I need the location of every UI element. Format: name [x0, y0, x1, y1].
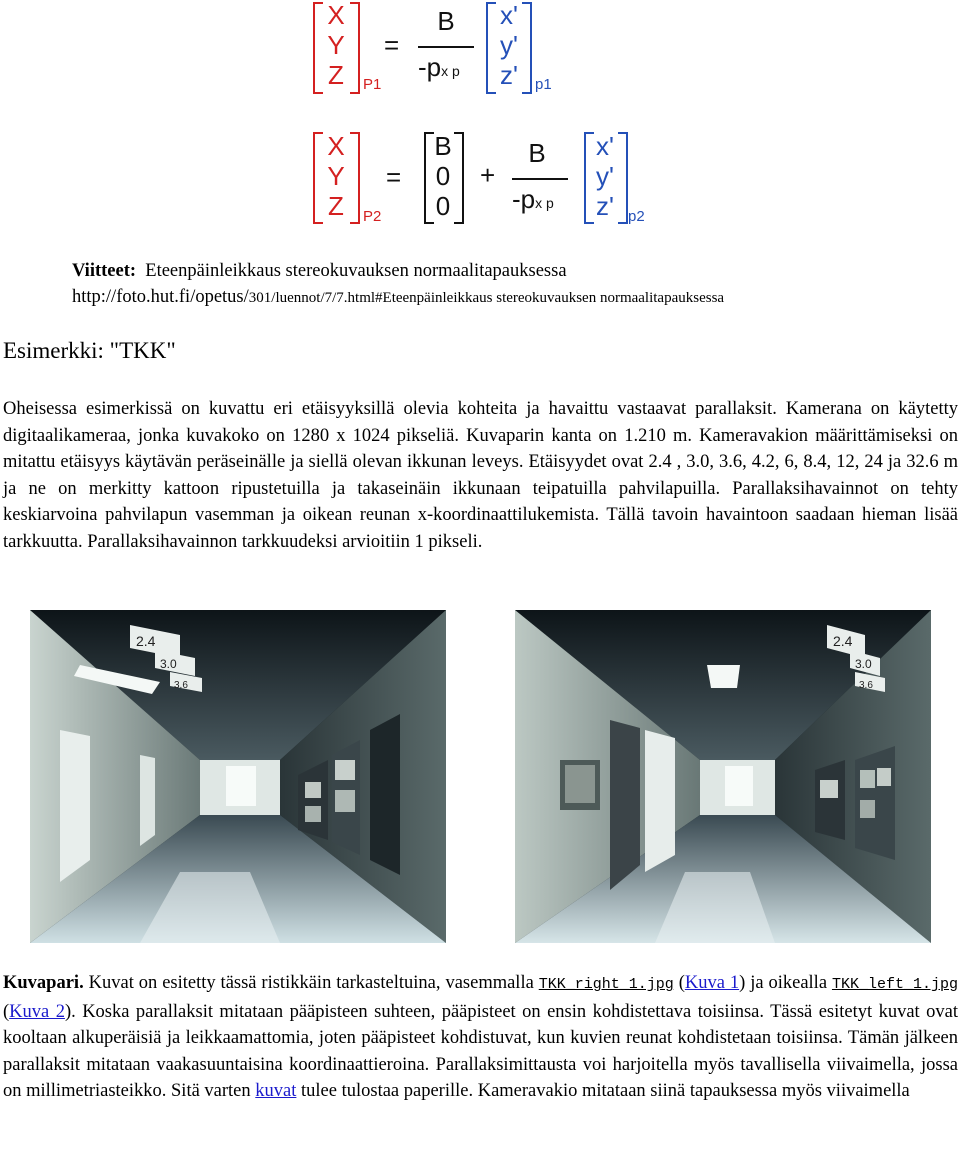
- plus-sign: +: [480, 160, 496, 190]
- rhs-x: x': [596, 131, 614, 161]
- text-segment: (: [673, 973, 685, 993]
- text-segment: ). Koska parallaksit mitataan pääpisteen suhteen, pääpisteet on ensin kohdistettava toisiinsa. Tässä esitetyt kuvat ovat kooltaan alkuperäisiä ja leikkaamattomia, joten pääpisteet kohdistuvat, kun kuvien reunat kohdistetaan toisiinsa. Tämän jälkeen parallaksit mitataan vaakasuuntaisina koordinaattieroina. Parallaksimittausta voi harjoitella myös tavallisella viivaimella, jossa on millimetriasteikko. Sitä varten: [3, 1001, 958, 1101]
- link-kuva-1[interactable]: Kuva 1: [684, 973, 740, 993]
- references-url-part1: http://foto.hut.fi/opetus/: [72, 287, 249, 307]
- link-kuva-2[interactable]: Kuva 2: [9, 1001, 65, 1022]
- references-url-part2: 301/luennot/7/7.html#Eteenpäinleikkaus stereokuvauksen normaalitapauksessa: [248, 290, 725, 306]
- vec-zero-2: 0: [435, 191, 451, 221]
- rhs-x: x': [500, 0, 518, 30]
- link-kuvat[interactable]: kuvat: [255, 1081, 297, 1101]
- rhs-subscript: p1: [535, 76, 552, 93]
- rhs-z: z': [500, 60, 518, 90]
- paragraph-intro: Oheisessa esimerkissä on kuvattu eri etäisyyksillä olevia kohteita ja havaittu vastaavat parallaksit. Kamerana on käytetty digitaalikameraa, jonka kuvakoko on 1280 x 1024 pikseliä. Kuvaparin kanta on 1.210 m. Kameravakion määrittämiseksi on mitattu etäisyys käytävän peräseinälle ja siellä olevan ikkunan leveys. Etäisyydet ovat 2.4 , 3.0, 3.6, 4.2, 6, 8.4, 12, 24 ja 32.6 m ja ne on merkitty kattoon ripustetuilla ja takaseinäin ikkunaan teipatuilla pahvilapuilla. Parallaksihavainnot on tehty keskiarvoina pahvilapun vasemman ja oikean reunan x-koordinaattilukemista. Tällä tavoin havaintoon saadaan hieman lisää tarkkuutta. Parallaksihavainnon tarkkuudeksi arvioitiin 1 pikseli.: [3, 399, 958, 552]
- lhs-y: Y: [327, 30, 345, 60]
- rhs-subscript: p2: [628, 208, 645, 225]
- sign-left-1: 2.4: [136, 633, 156, 649]
- rhs-z: z': [596, 191, 614, 221]
- rhs-y: y': [500, 30, 518, 60]
- sign-left-3: 3.6: [174, 680, 188, 691]
- lhs-z: Z: [328, 191, 344, 221]
- lhs-x: X: [327, 131, 345, 161]
- references-block: [72, 258, 724, 311]
- corridor-photo-right[interactable]: [515, 610, 931, 943]
- equals-sign: =: [384, 30, 400, 60]
- equals-sign: =: [386, 162, 402, 192]
- file-link-right[interactable]: TKK_right_1.jpg: [538, 976, 674, 993]
- fraction-bar: [512, 178, 568, 180]
- sign-right-3: 3.6: [859, 680, 873, 691]
- lhs-z: Z: [328, 60, 344, 90]
- corridor-photo-right-image: [515, 610, 931, 943]
- lhs-x: X: [327, 0, 345, 30]
- fraction-denominator-subscript: x p: [441, 63, 460, 79]
- sign-right-1: 2.4: [833, 633, 853, 649]
- lhs-subscript: P2: [363, 208, 382, 225]
- text-segment: Kuvat on esitetty tässä ristikkäin tarkasteltuina, vasemmalla: [83, 973, 539, 993]
- text-segment: (: [3, 1001, 10, 1022]
- equation-2: [300, 128, 670, 233]
- vec-zero-1: 0: [435, 161, 451, 191]
- file-link-left[interactable]: TKK_left_1.jpg: [831, 976, 958, 993]
- fraction-denominator-subscript: x p: [535, 195, 554, 211]
- lhs-y: Y: [327, 161, 345, 191]
- paragraph-image-pair: [3, 970, 958, 1105]
- corridor-photo-left[interactable]: [30, 610, 446, 943]
- corridor-photo-left-image: [30, 610, 446, 943]
- rhs-y: y': [596, 161, 614, 191]
- references-title: Eteenpäinleikkaus stereokuvauksen normaalitapauksessa: [145, 261, 567, 281]
- lhs-subscript: P1: [363, 76, 382, 93]
- equation-1: [300, 0, 600, 100]
- fraction-numerator: B: [437, 6, 455, 36]
- sign-right-2: 3.0: [855, 657, 872, 671]
- vec-b: B: [434, 131, 452, 161]
- references-label: Viitteet:: [72, 261, 137, 281]
- text-segment: ) ja oikealla: [739, 973, 832, 993]
- example-heading: Esimerkki: "TKK": [3, 338, 176, 363]
- fraction-numerator: B: [528, 138, 546, 168]
- fraction-denominator: -p: [418, 52, 442, 82]
- fraction-bar: [418, 46, 474, 48]
- fraction-denominator: -p: [512, 184, 536, 214]
- fraction: [418, 6, 474, 86]
- sign-left-2: 3.0: [160, 657, 177, 671]
- text-segment: tulee tulostaa paperille. Kameravakio mitataan siinä tapauksessa myös viivaimella: [296, 1081, 910, 1101]
- fraction: [512, 138, 568, 218]
- image-pair-label: Kuvapari.: [3, 973, 84, 993]
